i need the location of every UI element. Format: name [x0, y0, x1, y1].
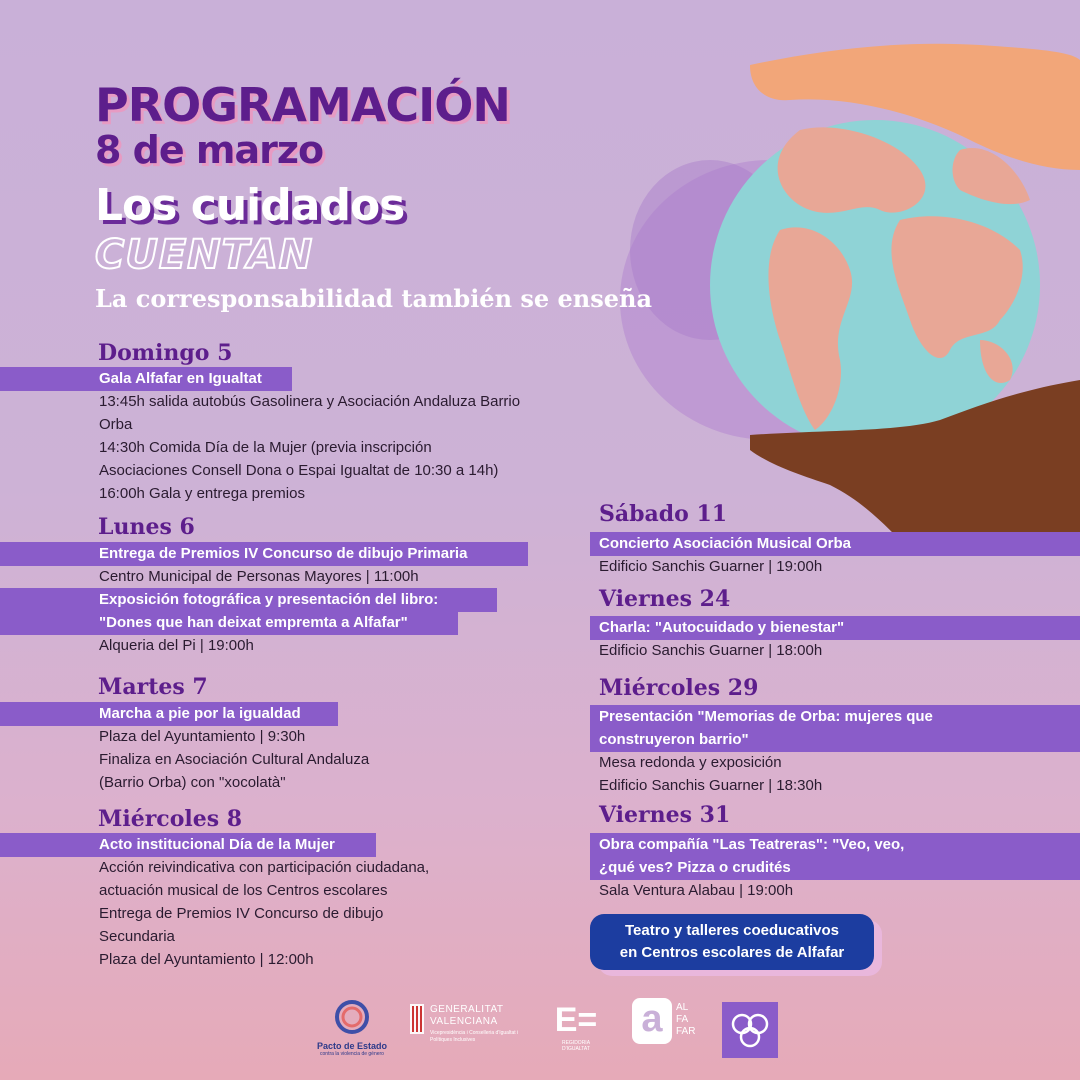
day-heading: Miércoles 29: [599, 675, 759, 701]
event-bar: Charla: "Autocuidado y bienestar": [590, 616, 1080, 640]
event-date: 8 de marzo: [95, 128, 324, 172]
day-heading: Viernes 31: [599, 802, 731, 828]
equals-symbol: E=: [554, 1001, 598, 1039]
event-place: Edificio Sanchis Guarner | 18:00h: [599, 642, 823, 659]
day-heading: Martes 7: [98, 674, 208, 700]
day-heading: Domingo 5: [98, 340, 233, 366]
circles-icon: [722, 1002, 778, 1058]
event-place: Edificio Sanchis Guarner | 19:00h: [599, 558, 823, 575]
headline-line1: Los cuidados: [95, 180, 405, 231]
event-bar: Presentación "Memorias de Orba: mujeres que: [590, 705, 1080, 729]
event-bar: Marcha a pie por la igualdad: [0, 702, 338, 726]
event-details: 13:45h salida autobús Gasolinera y Asociación Andaluza Barrio Orba 14:30h Comida Día de la Mujer (previa inscripción Asociaciones Consell Dona o Espai Igualtat de 10:30 a 14h) 16:00h Gala y entrega premios: [99, 393, 521, 502]
globe-hands-illustration: [600, 20, 1080, 540]
event-bar: Gala Alfafar en Igualtat: [0, 367, 292, 391]
event-details: Plaza del Ayuntamiento | 9:30h Finaliza en Asociación Cultural Andaluza (Barrio Orba) con "xocolatà": [99, 728, 370, 791]
event-bar: Concierto Asociación Musical Orba: [590, 532, 1080, 556]
event-bar: construyeron barrio": [590, 728, 1080, 752]
page-title: PROGRAMACIÓN: [95, 78, 510, 132]
alfafar-logo: a AL FA FAR: [632, 998, 712, 1054]
event-bar: Exposición fotográfica y presentación del libro:: [0, 588, 497, 612]
day-heading: Sábado 11: [599, 501, 728, 527]
event-bar: Obra compañía "Las Teatreras": "Veo, veo,: [590, 833, 1080, 857]
event-bar: "Dones que han deixat empremta a Alfafar": [0, 611, 458, 635]
purple-circles-logo: [722, 1002, 778, 1058]
event-bar: Entrega de Premios IV Concurso de dibujo Primaria: [0, 542, 528, 566]
day-heading: Miércoles 8: [98, 806, 243, 832]
day-heading: Viernes 24: [599, 586, 731, 612]
event-bar: Acto institucional Día de la Mujer: [0, 833, 376, 857]
day-heading: Lunes 6: [98, 514, 195, 540]
event-details: Mesa redonda y exposición Edificio Sanchis Guarner | 18:30h: [599, 754, 823, 794]
coeducational-workshops-badge: Teatro y talleres coeducativos en Centros escolares de Alfafar: [590, 914, 874, 970]
tagline: La corresponsabilidad también se enseña: [95, 284, 653, 313]
regidoria-igualtat-logo: E= REGIDORIA D'IGUALTAT: [548, 1000, 604, 1056]
pacto-estado-icon: [329, 998, 375, 1036]
event-details: Acción reivindicativa con participación ciudadana, actuación musical de los Centros escolares Entrega de Premios IV Concurso de dibujo Secundaria Plaza del Ayuntamiento | 12:00h: [99, 859, 430, 968]
gva-shield-icon: [408, 998, 426, 1040]
event-place: Alqueria del Pi | 19:00h: [99, 637, 254, 654]
pacto-estado-logo: Pacto de Estado contra la violencia de género: [312, 998, 392, 1056]
headline-line2: CUENTAN: [95, 232, 314, 278]
generalitat-logo: GENERALITAT VALENCIANA Vicepresidència i Conselleria d'Igualtat i Polítiques Inclusives: [408, 998, 528, 1058]
event-place: Sala Ventura Alabau | 19:00h: [599, 882, 794, 899]
event-place: Centro Municipal de Personas Mayores | 11:00h: [99, 568, 419, 585]
event-bar: ¿qué ves? Pizza o crudités: [590, 856, 1080, 880]
